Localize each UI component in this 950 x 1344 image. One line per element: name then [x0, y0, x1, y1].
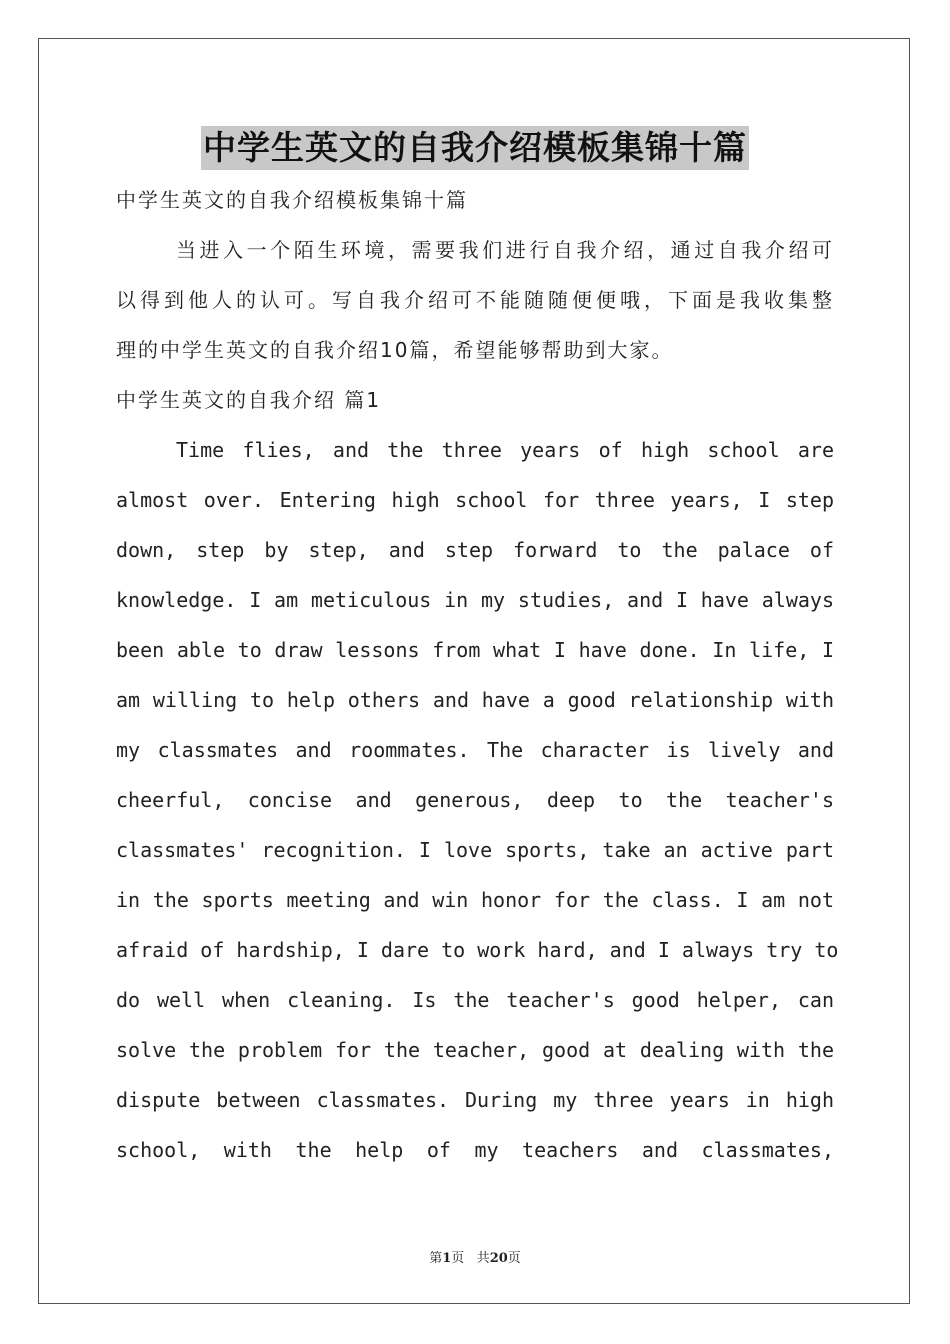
document-title: 中学生英文的自我介绍模板集锦十篇: [201, 126, 749, 170]
document-body: [116, 177, 839, 1177]
body-line: Time flies, and the three years of high school are: [176, 438, 834, 462]
footer-total-pages: 20: [489, 1251, 508, 1266]
body-line: been able to draw lessons from what I have done. In life, I: [116, 638, 834, 662]
body-line: afraid of hardship, I dare to work hard, and I always try to: [116, 938, 839, 962]
body-line: dispute between classmates. During my three years in high: [116, 1088, 834, 1112]
body-line: am willing to help others and have a good relationship with: [116, 688, 834, 712]
footer-total-prefix: 共: [476, 1251, 490, 1266]
document-subtitle: 中学生英文的自我介绍模板集锦十篇: [116, 188, 468, 212]
body-line: solve the problem for the teacher, good at dealing with the: [116, 1038, 834, 1062]
intro-line: 当进入一个陌生环境，需要我们进行自我介绍，通过自我介绍可: [176, 238, 834, 262]
intro-line: 理的中学生英文的自我介绍10篇，希望能够帮助到大家。: [116, 338, 674, 362]
body-line: my classmates and roommates. The character is lively and: [116, 738, 834, 762]
title-container: [0, 126, 950, 170]
page-footer: [0, 1247, 950, 1266]
body-line: in the sports meeting and win honor for the class. I am not: [116, 888, 834, 912]
footer-page-prefix: 第: [429, 1251, 443, 1266]
section-heading: 中学生英文的自我介绍 篇1: [116, 388, 382, 412]
body-line: classmates' recognition. I love sports, take an active part: [116, 838, 834, 862]
body-line: school, with the help of my teachers and classmates,: [116, 1138, 834, 1162]
footer-total-suffix: 页: [507, 1251, 521, 1266]
intro-line: 以得到他人的认可。写自我介绍可不能随随便便哦，下面是我收集整: [116, 288, 834, 312]
body-line: do well when cleaning. Is the teacher's good helper, can: [116, 988, 834, 1012]
body-line: knowledge. I am meticulous in my studies, and I have always: [116, 588, 834, 612]
body-line: down, step by step, and step forward to the palace of: [116, 538, 834, 562]
footer-page-number: 1: [442, 1251, 452, 1266]
body-line: almost over. Entering high school for three years, I step: [116, 488, 834, 512]
body-line: cheerful, concise and generous, deep to the teacher's: [116, 788, 834, 812]
footer-page-suffix: 页: [451, 1251, 465, 1266]
